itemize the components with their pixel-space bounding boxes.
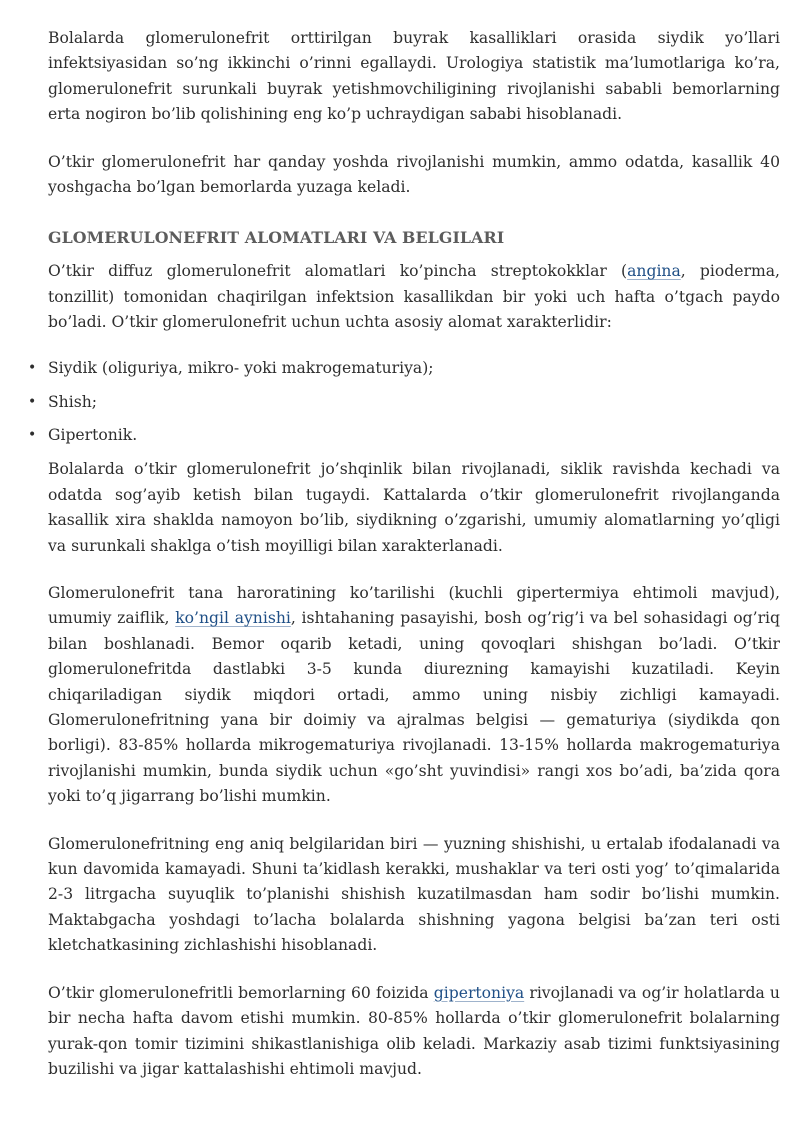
list-item [28, 423, 780, 448]
list-item-text: Gipertonik. [48, 426, 138, 445]
paragraph-intro-2: O’tkir glomerulonefrit har qanday yoshda rivojlanishi mumkin, ammo odatda, kasallik 40 yoshgacha bo’lgan bemorlarda yuzaga keladi. [48, 152, 780, 197]
paragraph-text: O’tkir diffuz glomerulonefrit alomatlari ko’pincha streptokokklar ( [48, 262, 628, 281]
paragraph-text: , piodermа, tonzillit) tomonidan chaqirilgan infektsion kasallikdan bir yoki uch hafta o’tgach paydo bo’ladi. O’tkir glomerulonefrit uchun uchta asosiy alomat xarakterlidir: [48, 262, 780, 332]
nausea-link[interactable]: ko’ngil aynishi [175, 609, 291, 628]
list-item-text: Shish; [48, 392, 98, 411]
paragraph-symptoms-intro [48, 259, 780, 335]
section-heading: GLOMERULONEFRIT ALOMATLARI VA BELGILARI [48, 228, 505, 248]
paragraph-onset [48, 581, 780, 810]
list-item-text: Siydik (oliguriya, mikro- yoki makrogematuriya); [48, 358, 434, 377]
paragraph-text: , ishtahaning pasayishi, bosh og’rig’i va bel sohasidagi og’riq bilan boshlanadi. Bemor oqarib ketadi, uning qovoqlari shishgan bo’ladi. O’tkir glomerulonefritda dastlabki 3-5 kunda diurezning kamayishi kuzatiladi. Keyin chiqariladigan siydik miqdori ortadi, ammo uning nisbiy zichligi kamayadi. Glomerulonefritning yana bir doimiy va ajralmas belgisi — gematuriya (siydikda qon borligi). 83-85% hollarda mikrogematuriya rivojlanadi. 13-15% hollarda makrogematuriya rivojlanishi mumkin, bunda siydik uchun «go’sht yuvindisi» rangi xos bo’adi, ba’zida qora yoki to’q jigarrang bo’lishi mumkin. [48, 609, 781, 806]
list-item [28, 356, 780, 381]
list-item [28, 390, 780, 415]
paragraph-text: O’tkir glomerulonefritli bemorlarning 60 foizida [48, 983, 434, 1002]
paragraph-text: rivojlanadi va og’ir holatlarda u bir necha hafta davom etishi mumkin. 80-85% hollarda o’tkir glomerulonefrit bolalarning yurak-qon tomir tizimini shikastlanishiga olib keladi. Markaziy asab tizimi funktsiyasining buzilishi va jigar kattalashishi ehtimoli mavjud. [48, 983, 780, 1078]
paragraph-hypertension [48, 981, 780, 1083]
symptom-list [28, 356, 780, 449]
paragraph-children-vs-adults: Bolalarda o’tkir glomerulonefrit jo’shqinlik bilan rivojlanadi, siklik ravishda kechadi va odatda sog’ayib ketish bilan tugaydi. Kattalarda o’tkir glomerulonefrit rivojlanganda kasallik xira shaklda namoyon bo’lib, siydikning o’zgarishi, umumiy alomatlarning yo’qligi va surunkali shaklga o’tish moyilligi bilan xarakterlanadi. [48, 460, 780, 555]
angina-link[interactable]: angina [627, 262, 681, 281]
paragraph-intro-1: Bolalarda glomerulonefrit orttirilgan buyrak kasalliklari orasida siydik yo’llari infektsiyasidan so’ng ikkinchi o’rinni egallaydi. Urologiya statistik ma’lumotlariga ko’ra, glomerulonefrit surunkali buyrak yetishmovchiligining rivojlanishi sababli bemorlarning erta nogiron bo’lib qolishining eng ko’p uchraydigan sababi hisoblanadi. [48, 29, 780, 124]
bullet-icon: • [28, 427, 37, 444]
bullet-icon: • [28, 359, 37, 376]
paragraph-text: Glomerulonefrit tana haroratining ko’tarilishi (kuchli gipertermiya ehtimoli mavjud), umumiy zaiflik, [48, 584, 780, 628]
hypertension-link[interactable]: gipertoniya [433, 983, 525, 1002]
paragraph-edema: Glomerulonefritning eng aniq belgilaridan biri — yuzning shishishi, u ertalab ifodalanadi va kun davomida kamayadi. Shuni ta’kidlash kerakki, mushaklar va teri osti yog’ to’qimalarida 2-3 litrgacha suyuqlik to’planishi shishish kuzatilmasdan ham sodir bo’lishi mumkin. Maktabgacha yoshdagi to’lacha bolalarda shishning yagona belgisi ba’zan teri osti kletchatkasining zichlashishi hisoblanadi. [48, 834, 780, 955]
bullet-icon: • [28, 393, 37, 410]
